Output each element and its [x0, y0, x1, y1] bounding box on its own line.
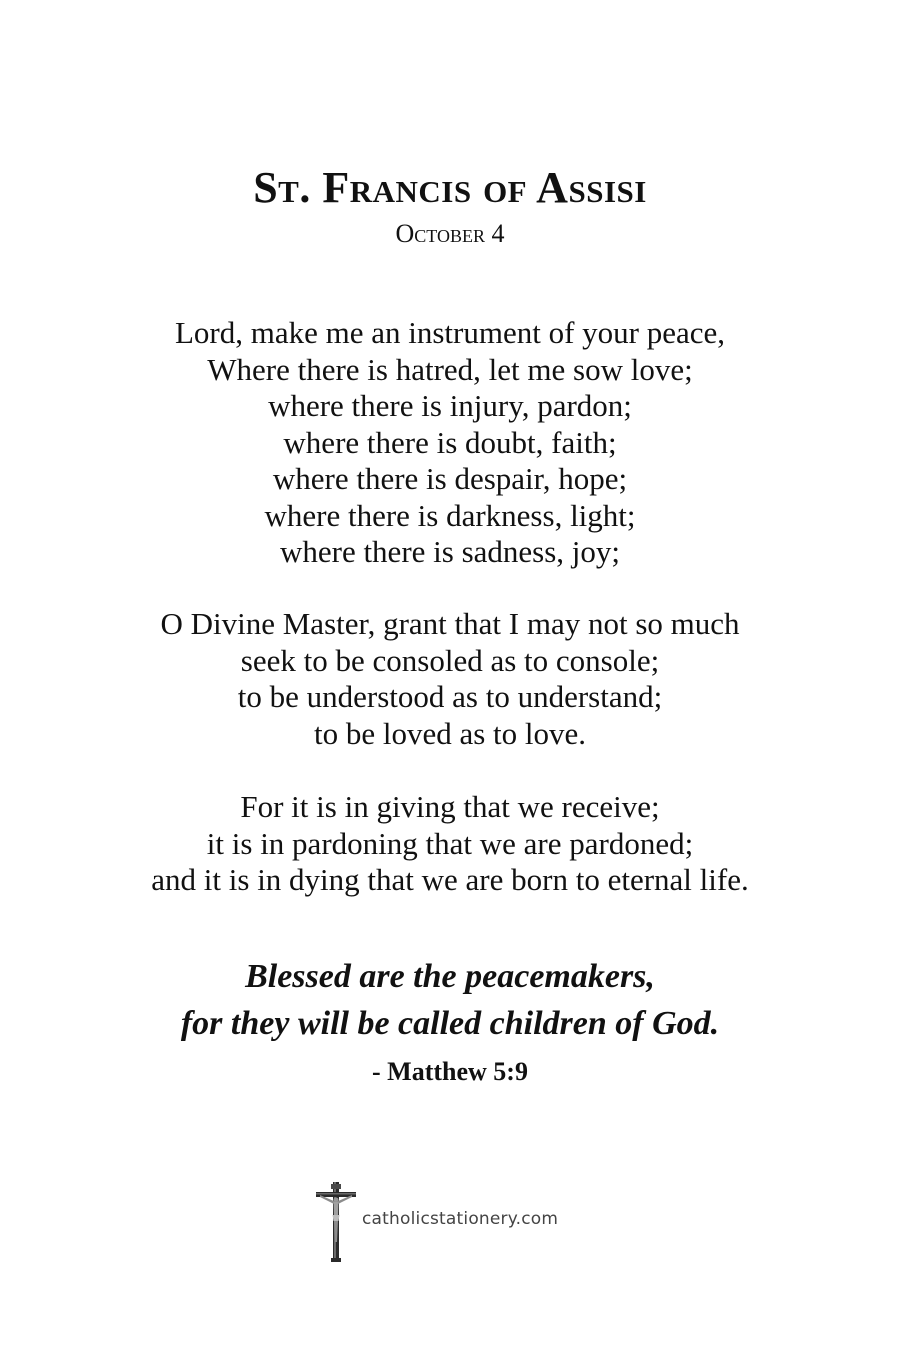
scripture-citation: - Matthew 5:9	[372, 1057, 528, 1086]
prayer-line: where there is injury, pardon;	[268, 388, 632, 423]
prayer-line: seek to be consoled as to console;	[240, 642, 660, 678]
prayer-line: Lord, make me an instrument of your peace,	[174, 315, 726, 350]
verse-line: Blessed are the peacemakers,	[245, 958, 655, 995]
prayer-line: where there is despair, hope;	[272, 461, 628, 496]
saint-title: St. Francis of Assisi	[253, 163, 647, 212]
prayer-line: For it is in giving that we receive;	[240, 789, 660, 824]
prayer-stanza-2	[0, 606, 900, 752]
prayer-line: and it is in dying that we are born to eternal life.	[151, 862, 749, 897]
prayer-line: where there is sadness, joy;	[279, 534, 621, 569]
website-link[interactable]: catholicstationery.com	[362, 1209, 559, 1229]
prayer-stanza-1	[0, 315, 900, 571]
prayer-line: Where there is hatred, let me sow love;	[207, 351, 693, 387]
crucifix-icon	[314, 1180, 358, 1264]
prayer-line: to be understood as to understand;	[237, 679, 663, 714]
prayer-stanza-3	[0, 789, 900, 899]
prayer-line: where there is doubt, faith;	[283, 424, 617, 460]
prayer-line: where there is darkness, light;	[264, 497, 636, 533]
verse-line: for they will be called children of God.	[180, 1005, 720, 1042]
prayer-line: O Divine Master, grant that I may not so much	[160, 606, 740, 641]
prayer-line: to be loved as to love.	[313, 715, 587, 751]
footer-brand	[314, 1180, 558, 1264]
prayer-line: it is in pardoning that we are pardoned;	[206, 825, 694, 861]
feast-date: October 4	[395, 219, 505, 248]
scripture-verse	[0, 953, 900, 1047]
